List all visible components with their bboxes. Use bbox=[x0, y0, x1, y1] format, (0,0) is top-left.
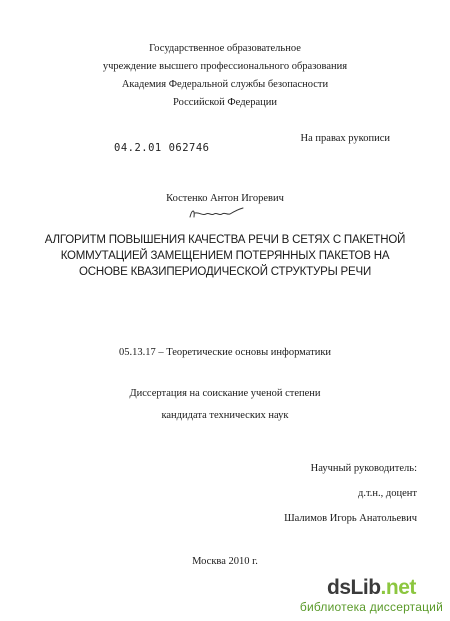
institution-line: Российской Федерации bbox=[173, 97, 277, 108]
institution-line: Государственное образовательное bbox=[149, 43, 301, 54]
supervisor-label: Научный руководитель: bbox=[310, 463, 417, 474]
title-line: АЛГОРИТМ ПОВЫШЕНИЯ КАЧЕСТВА РЕЧИ В СЕТЯХ С ПАКЕТНОЙ bbox=[44, 234, 406, 246]
institution-line: учреждение высшего профессионального образования bbox=[102, 61, 348, 72]
title-line: КОММУТАЦИЕЙ ЗАМЕЩЕНИЕМ ПОТЕРЯННЫХ ПАКЕТОВ НА bbox=[60, 250, 390, 262]
dissertation-title bbox=[0, 232, 450, 280]
city-year: Москва 2010 г. bbox=[192, 556, 258, 567]
dslib-logo bbox=[300, 576, 443, 600]
degree-line-2: кандидата технических наук bbox=[161, 410, 289, 421]
specialty-code: 05.13.17 – Теоретические основы информатики bbox=[118, 347, 332, 358]
author-name: Костенко Антон Игоревич bbox=[166, 193, 284, 204]
institution-block bbox=[0, 40, 450, 112]
author-signature bbox=[186, 203, 246, 223]
institution-line: Академия Федеральной службы безопасности bbox=[121, 79, 329, 90]
degree-line-1: Диссертация на соискание ученой степени bbox=[129, 388, 321, 399]
supervisor-degree: д.т.н., доцент bbox=[358, 488, 417, 499]
manuscript-note: На правах рукописи bbox=[300, 133, 390, 144]
dslib-watermark[interactable] bbox=[300, 576, 443, 614]
archive-stamp: 04.2.01 062746 bbox=[114, 142, 210, 154]
dslib-subtitle: библиотека диссертаций bbox=[299, 600, 443, 614]
supervisor-name: Шалимов Игорь Анатольевич bbox=[284, 513, 417, 524]
logo-text-dark: dsLib bbox=[327, 576, 381, 599]
degree-block bbox=[0, 383, 450, 427]
title-line: ОСНОВЕ КВАЗИПЕРИОДИЧЕСКОЙ СТРУКТУРЫ РЕЧИ bbox=[78, 266, 372, 278]
logo-text-green: .net bbox=[380, 576, 416, 599]
